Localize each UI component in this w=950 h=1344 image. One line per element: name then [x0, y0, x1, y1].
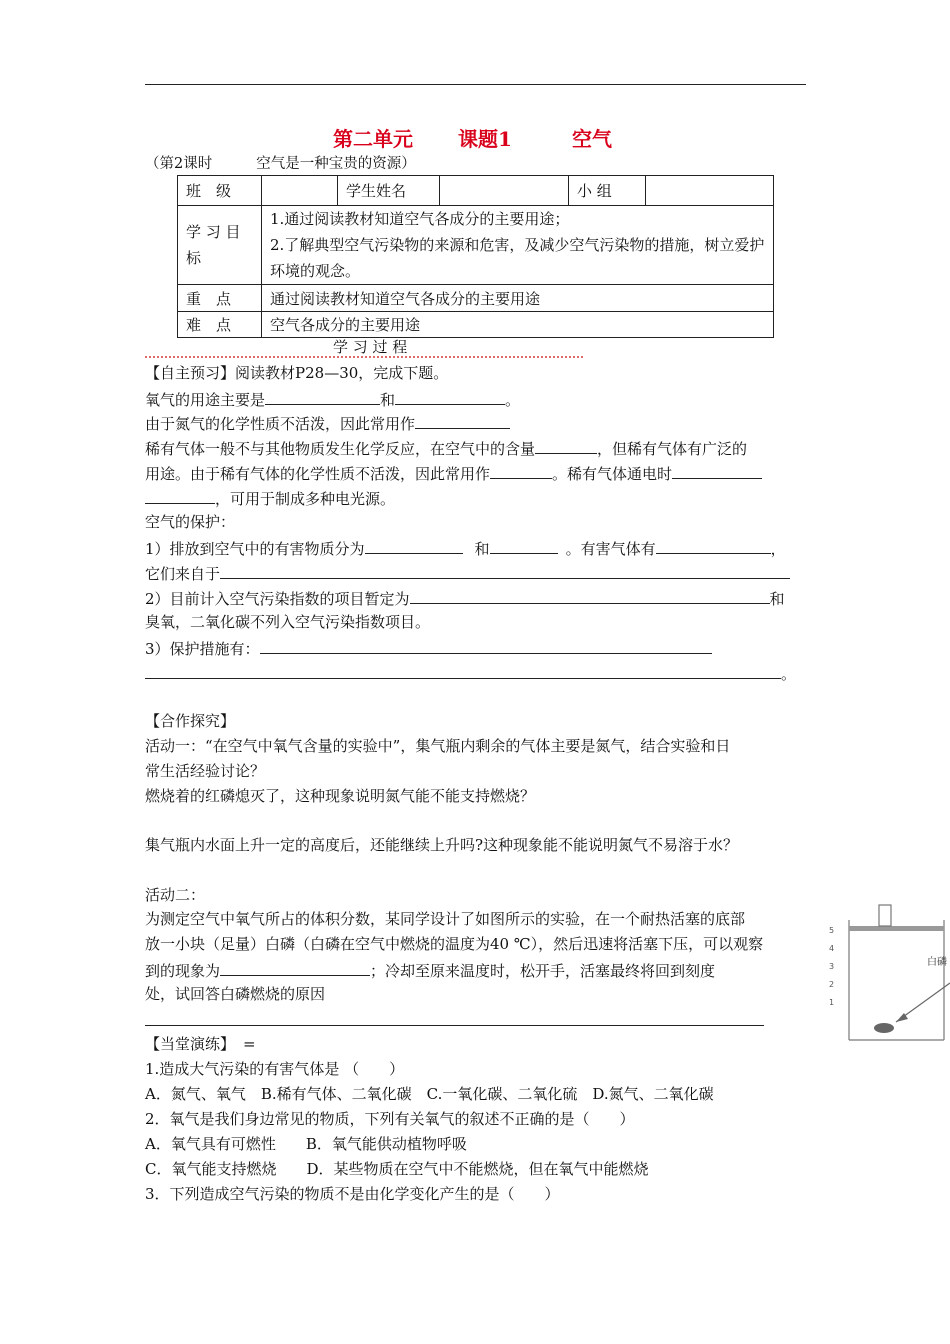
noble-gas-line-2 — [145, 462, 762, 484]
protect-measures-line — [145, 637, 712, 659]
p1-text-e: 它们来自于 — [145, 565, 221, 583]
white-phosphorus-label: 白磷 — [927, 957, 947, 968]
p1-text-b: 和 — [474, 540, 490, 558]
p3-text: 3）保护措施有： — [145, 640, 260, 658]
q2-text: 由于氮气的化学性质不活泼，因此常用作 — [145, 415, 416, 433]
oxygen-use-blank-1[interactable] — [265, 388, 380, 405]
info-table — [177, 175, 774, 338]
tick-5: 5 — [829, 926, 835, 935]
group-label: 小 组 — [569, 176, 646, 206]
protect-measures-blank[interactable] — [260, 637, 712, 654]
protect-heading: 空气的保护： — [145, 513, 236, 531]
tick-2: 2 — [829, 980, 835, 989]
q1-text-a: 氧气的用途主要是 — [145, 391, 266, 409]
p2-text-a: 2）目前计入空气污染指数的项目暂定为 — [145, 590, 410, 608]
activity-1-question-1: 燃烧着的红磷熄灭了，这种现象说明氮气能不能支持燃烧？ — [145, 787, 536, 805]
practice-question-1: 1.造成大气污染的有害气体是 （ ） — [145, 1060, 405, 1078]
practice-heading-line — [145, 1034, 256, 1054]
oxygen-use-line — [145, 388, 520, 410]
practice-question-3: 3．下列造成空气污染的物质不是由化学变化产生的是（ ） — [145, 1185, 560, 1203]
answer-line — [145, 1025, 764, 1026]
harmful-substances-line — [145, 537, 786, 559]
piston-diagram — [822, 903, 950, 1053]
p3-end: 。 — [781, 665, 797, 683]
objective-1: 1.通过阅读教材知道空气各成分的主要用途； — [270, 210, 570, 228]
process-heading: 学 习 过 程 — [333, 338, 408, 356]
q3-text-b: ，但稀有气体有广泛的 — [597, 440, 748, 458]
activity-1-question-2: 集气瓶内水面上升一定的高度后，还能继续上升吗?这种现象能不能说明氮气不易溶于水？ — [145, 836, 739, 854]
pollution-index-blank[interactable] — [410, 587, 770, 604]
activity-2-heading: 活动二： — [145, 886, 206, 904]
subtitle — [145, 152, 416, 173]
preview-intro-line — [145, 363, 448, 383]
tick-4: 4 — [829, 944, 835, 953]
noble-gas-electric-blank-cont[interactable] — [145, 487, 215, 504]
student-name-field[interactable] — [440, 176, 569, 206]
preview-intro: 阅读教材P28—30，完成下题。 — [235, 364, 449, 382]
activity-1-line-1: 活动一：“在空气中氧气含量的实验中”，集气瓶内剩余的气体主要是氮气，结合实验和日 — [145, 737, 731, 755]
protect-measures-line-2 — [145, 662, 796, 684]
objective-2: 2.了解典型空气污染物的来源和危害，及减少空气污染物的措施，树立爱护环境的观念。 — [270, 236, 765, 280]
key-point-label: 重 点 — [178, 285, 262, 312]
practice-question-2-options-ab[interactable]: A．氧气具有可燃性 B．氧气能供动植物呼吸 — [145, 1135, 467, 1153]
noble-gas-line-1 — [145, 437, 747, 459]
difficulty-text: 空气各成分的主要用途 — [262, 312, 774, 338]
q3-text-d: 。稀有气体通电时 — [552, 465, 673, 483]
practice-heading: 【当堂演练】 — [145, 1035, 236, 1053]
noble-gas-content-blank[interactable] — [535, 437, 597, 454]
activity-2-line-3 — [145, 959, 715, 981]
lesson-title: 课题1 — [458, 127, 512, 151]
nitrogen-use-blank[interactable] — [415, 412, 510, 429]
practice-question-2: 2．氧气是我们身边常见的物质，下列有关氧气的叙述不正确的是（ ） — [145, 1110, 635, 1128]
harmful-gas-blank[interactable] — [656, 537, 771, 554]
piston-figure — [822, 903, 950, 1053]
p1-text-d: ， — [770, 540, 786, 558]
student-name-label: 学生姓名 — [338, 176, 440, 206]
practice-question-2-options-cd[interactable]: C．氧气能支持燃烧 D．某些物质在空气中不能燃烧，但在氧气中能燃烧 — [145, 1160, 649, 1178]
practice-heading-extra: = — [243, 1035, 256, 1053]
p2-text-b: 和 — [769, 590, 785, 608]
noble-gas-use-blank[interactable] — [490, 462, 552, 479]
p1-text-a: 1）排放到空气中的有害物质分为 — [145, 540, 365, 558]
top-rule — [145, 84, 806, 85]
pollution-source-blank[interactable] — [220, 562, 790, 579]
q3-text-a: 稀有气体一般不与其他物质发生化学反应，在空气中的含量 — [145, 440, 536, 458]
difficulty-label: 难 点 — [178, 312, 262, 338]
unit-title: 第二单元 — [333, 127, 413, 151]
tick-1: 1 — [829, 998, 835, 1007]
class-label: 班 级 — [178, 176, 262, 206]
activity-1-line-2: 常生活经验讨论？ — [145, 762, 266, 780]
pollution-source-line — [145, 562, 790, 584]
preview-heading: 【自主预习】 — [145, 364, 236, 382]
q3-text-c: 用途。由于稀有气体的化学性质不活泼，因此常用作 — [145, 465, 491, 483]
a2-text-b: ；冷却至原来温度时，松开手，活塞最终将回到刻度 — [370, 962, 716, 980]
objectives-label: 学 习 目 标 — [178, 206, 262, 285]
harmful-type-blank-2[interactable] — [490, 537, 558, 554]
nitrogen-use-line — [145, 412, 510, 434]
activity-2-line-1: 为测定空气中氧气所占的体积分数，某同学设计了如图所示的实验，在一个耐热活塞的底部 — [145, 910, 746, 928]
p1-text-c: 。有害气体有 — [565, 540, 656, 558]
wavy-underline — [145, 352, 583, 358]
oxygen-use-blank-2[interactable] — [395, 388, 505, 405]
q1-text-b: 和 — [380, 391, 396, 409]
subtitle-period: （第2课时 — [145, 156, 213, 172]
q3-text-e: ，可用于制成多种电光源。 — [215, 490, 396, 508]
activity-2-line-4: 处，试回答白磷燃烧的原因 — [145, 985, 326, 1003]
q1-text-c: 。 — [505, 391, 521, 409]
a2-text-a: 到的现象为 — [145, 962, 221, 980]
page-title — [0, 123, 950, 153]
explore-heading: 【合作探究】 — [145, 712, 236, 730]
key-point-text: 通过阅读教材知道空气各成分的主要用途 — [262, 285, 774, 312]
group-field[interactable] — [646, 176, 774, 206]
tick-3: 3 — [829, 962, 835, 971]
pollution-index-line — [145, 587, 785, 609]
activity-2-line-2: 放一小块（足量）白磷（白磷在空气中燃烧的温度为40 ℃），然后迅速将活塞下压，可以观察 — [145, 935, 764, 953]
practice-question-1-options[interactable]: A．氮气、氧气 B.稀有气体、二氧化碳 C.一氧化碳、二氧化硫 D.氮气、二氧化碳 — [145, 1085, 714, 1103]
ozone-line: 臭氧，二氧化碳不列入空气污染指数项目。 — [145, 613, 431, 631]
noble-gas-electric-blank[interactable] — [672, 462, 762, 479]
protect-measures-blank-2[interactable] — [145, 662, 781, 679]
noble-gas-line-3 — [145, 487, 395, 509]
class-field[interactable] — [262, 176, 338, 206]
subtitle-theme: 空气是一种宝贵的资源） — [256, 156, 416, 172]
topic-title: 空气 — [572, 127, 612, 151]
phenomenon-blank[interactable] — [220, 959, 370, 976]
harmful-type-blank-1[interactable] — [365, 537, 463, 554]
